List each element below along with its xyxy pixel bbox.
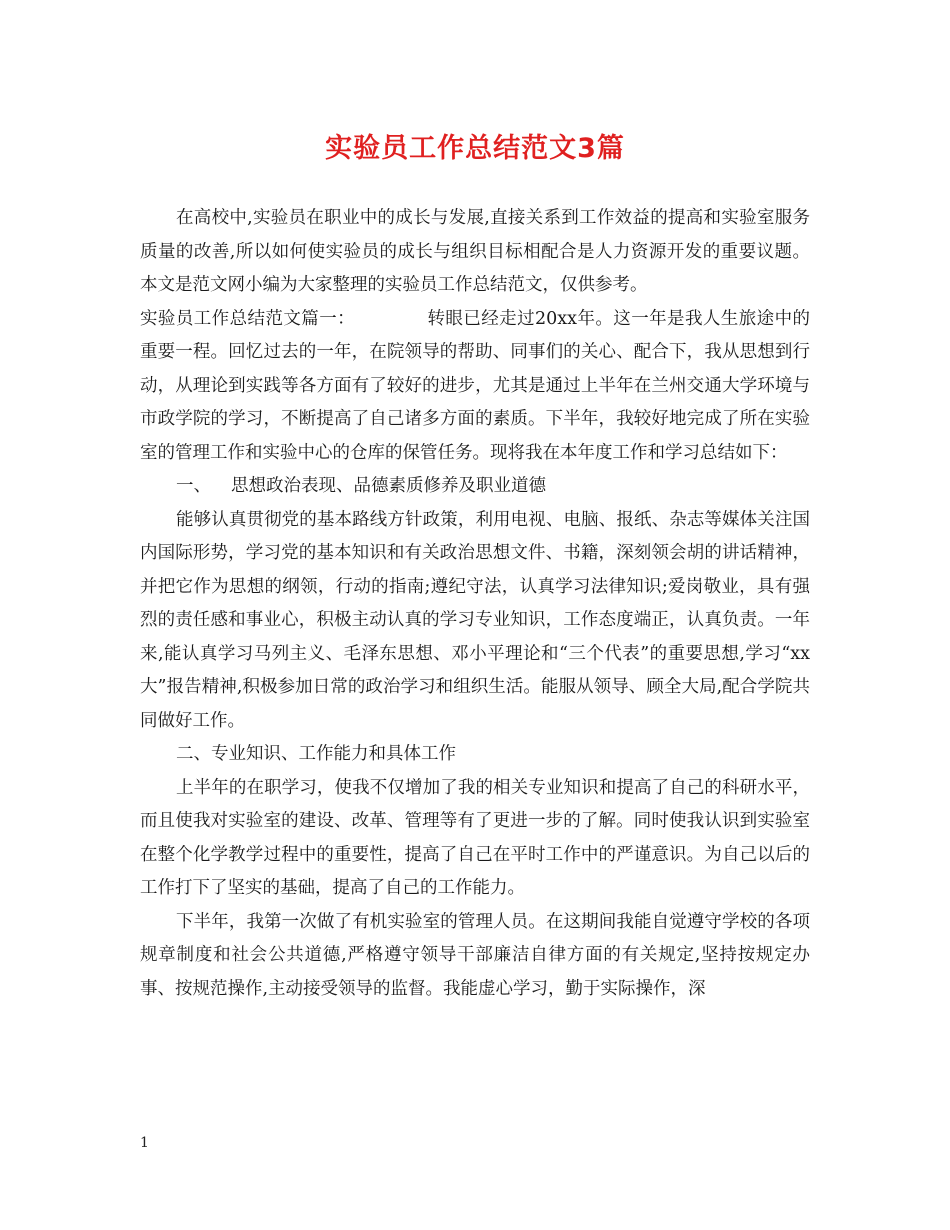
section-heading-1 xyxy=(140,470,810,504)
second-half-paragraph: 下半年，我第一次做了有机实验室的管理人员。在这期间我能自觉遵守学校的各项规章制度和社会公共道德,严格遵守领导干部廉洁自律方面的有关规定,坚持按规定办事、按规范操作,主动接受领导的监督。我能虚心学习，勤于实际操作，深 xyxy=(140,911,810,999)
document-body xyxy=(140,202,810,1006)
part1-text: 转眼已经走过20xx年。这一年是我人生旅途中的重要一程。回忆过去的一年，在院领导的帮助、同事们的关心、配合下，我从思想到行动，从理论到实践等各方面有了较好的进步，尤其是通过上半年在兰州交通大学环境与市政学院的学习，不断提高了自己诸多方面的素质。下半年，我较好地完成了所在实验室的管理工作和实验中心的仓库的保管任务。现将我在本年度工作和学习总结如下： xyxy=(140,308,810,463)
section-heading-1-text: 思想政治表现、品德素质修养及职业道德 xyxy=(231,476,546,496)
study-paragraph: 上半年的在职学习，使我不仅增加了我的相关专业知识和提高了自己的科研水平，而且使我对实验室的建设、改革、管理等有了更进一步的了解。同时使我认识到实验室在整个化学教学过程中的重要性，提高了自己在平时工作中的严谨意识。为自己以后的工作打下了坚实的基础，提高了自己的工作能力。 xyxy=(140,777,810,898)
section-heading-1-number: 一、 xyxy=(176,476,211,496)
page-number: 1 xyxy=(140,1135,149,1151)
part1-paragraph xyxy=(140,303,810,471)
part1-label: 实验员工作总结范文篇一： xyxy=(140,308,356,329)
document-title: 实验员工作总结范文3篇 xyxy=(325,133,625,164)
intro-paragraph: 在高校中,实验员在职业中的成长与发展,直接关系到工作效益的提高和实验室服务质量的改善,所以如何使实验员的成长与组织目标相配合是人力资源开发的重要议题。本文是范文网小编为大家整理的实验员工作总结范文，仅供参考。 xyxy=(140,208,810,295)
politics-paragraph: 能够认真贯彻党的基本路线方针政策，利用电视、电脑、报纸、杂志等媒体关注国内国际形势，学习党的基本知识和有关政治思想文件、书籍，深刻领会胡的讲话精神，并把它作为思想的纲领，行动的指南;遵纪守法，认真学习法律知识;爱岗敬业，具有强烈的责任感和事业心，积极主动认真的学习专业知识，工作态度端正，认真负责。一年来,能认真学习马列主义、毛泽东思想、邓小平理论和“三个代表”的重要思想,学习“xx大”报告精神,积极参加日常的政治学习和组织生活。能服从领导、顾全大局,配合学院共同做好工作。 xyxy=(140,509,810,731)
section-heading-2: 二、专业知识、工作能力和具体工作 xyxy=(176,744,456,764)
